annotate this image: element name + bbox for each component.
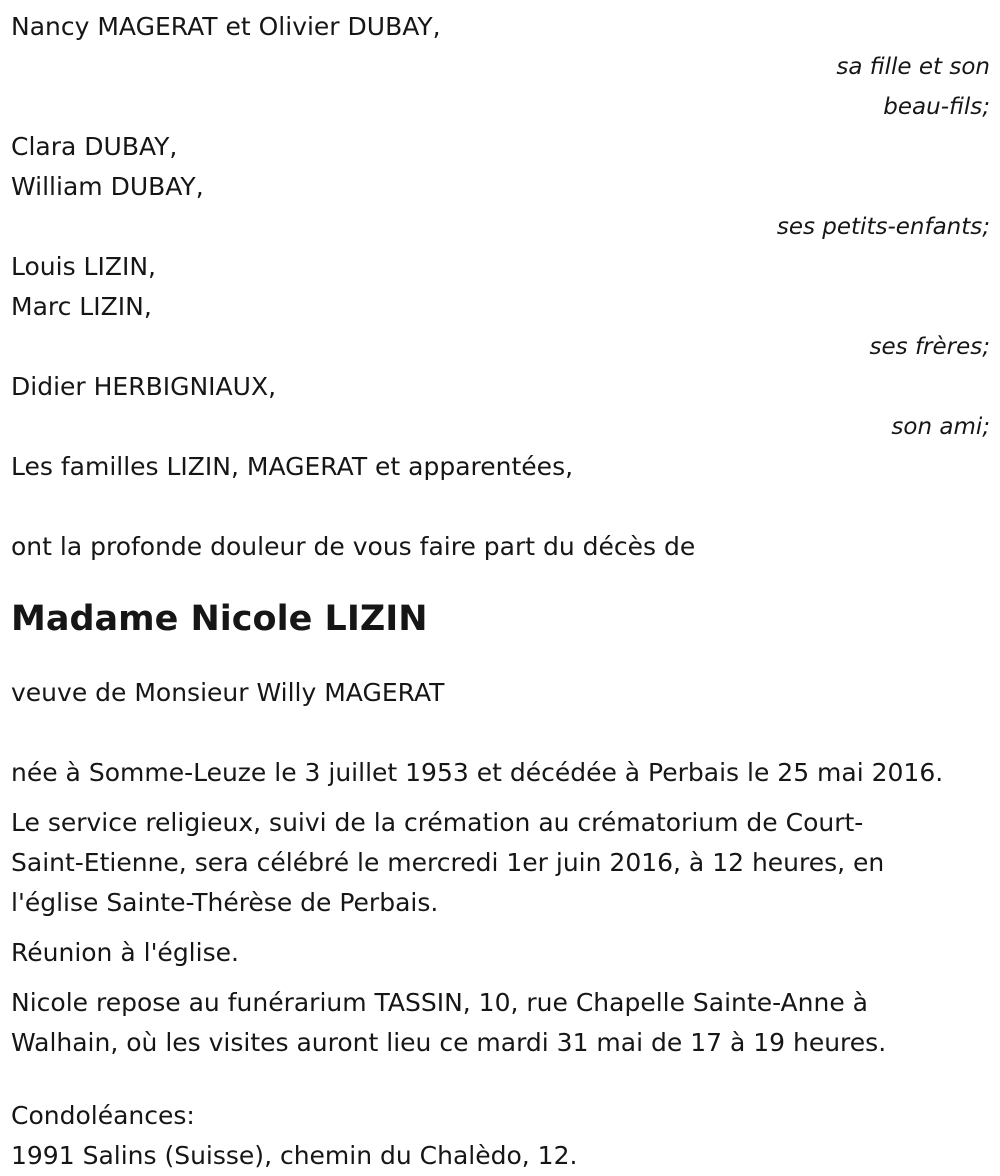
service-line-3: l'église Sainte-Thérèse de Perbais. [11,888,439,917]
birth-death-text: née à Somme-Leuze le 3 juillet 1953 et décédée à Perbais le 25 mai 2016. [11,758,944,787]
mourner-families: Les familles LIZIN, MAGERAT et apparentées, [11,452,574,481]
relation-friend: son ami; [891,414,990,440]
relation-grandchildren: ses petits-enfants; [776,214,990,240]
deceased-name: Madame Nicole LIZIN [11,599,428,639]
visitation-paragraph [11,983,990,1063]
condolences-address: 1991 Salins (Suisse), chemin du Chalèdo, 12. [11,1141,578,1170]
visitation-line-2: Walhain, où les visites auront lieu ce mardi 31 mai de 17 à 19 heures. [11,1028,887,1057]
relation-brothers: ses frères; [869,334,990,360]
mourner-grandchild-1: Clara DUBAY, [11,132,178,161]
mourner-brother-2: Marc LIZIN, [11,292,152,321]
condolences-label: Condoléances: [11,1101,195,1130]
mourner-grandchild-2: William DUBAY, [11,172,204,201]
mourner-daughter: Nancy MAGERAT et Olivier DUBAY, [11,12,441,41]
mourner-friend: Didier HERBIGNIAUX, [11,372,277,401]
visitation-line-1: Nicole repose au funérarium TASSIN, 10, rue Chapelle Sainte-Anne à [11,988,868,1017]
obituary-notice [11,7,990,1176]
service-line-1: Le service religieux, suivi de la crémation au crématorium de Court- [11,808,864,837]
service-line-2: Saint-Etienne, sera célébré le mercredi 1er juin 2016, à 12 heures, en [11,848,885,877]
relation-daughter: sa fille et son [836,54,990,80]
relation-son-in-law: beau-fils; [883,94,990,120]
mourner-brother-1: Louis LIZIN, [11,252,156,281]
widow-of-text: veuve de Monsieur Willy MAGERAT [11,678,445,707]
meeting-text: Réunion à l'église. [11,938,239,967]
announcement-text: ont la profonde douleur de vous faire part du décès de [11,532,696,561]
service-paragraph [11,803,990,923]
